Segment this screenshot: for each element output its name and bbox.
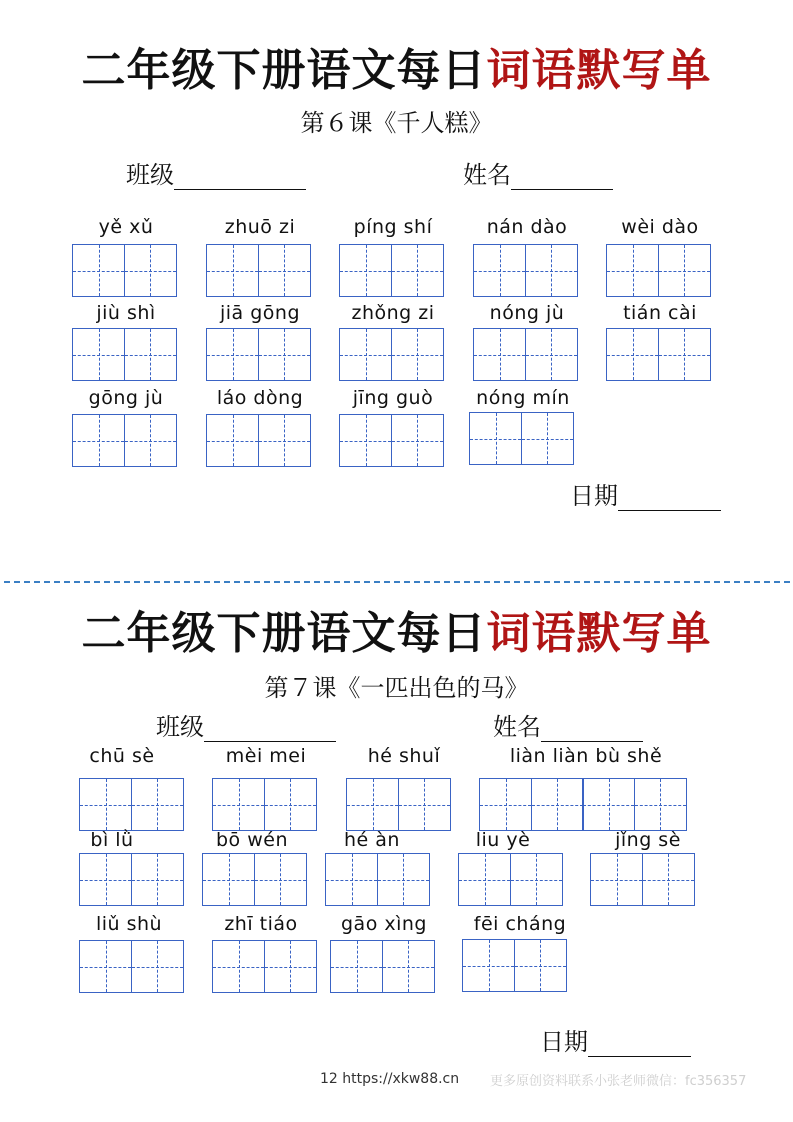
sheet2-word-6-pinyin: bō wén [216,829,288,851]
writing-cell[interactable] [479,778,532,831]
date-label: 日期 [540,1028,588,1056]
class-blank-line [204,719,336,742]
writing-cell[interactable] [264,940,317,993]
sheet2-word-4-grid[interactable] [479,778,687,831]
sheet1-word-6-grid[interactable] [72,328,177,381]
sheet1-word-9-grid[interactable] [473,328,578,381]
writing-cell[interactable] [377,853,430,906]
sheet1-word-4-pinyin: nán dào [486,216,568,238]
sheet2-word-12-grid[interactable] [330,940,435,993]
writing-cell[interactable] [606,328,659,381]
sheet2-word-11-pinyin: zhī tiáo [224,913,298,935]
writing-cell[interactable] [462,939,515,992]
writing-cell[interactable] [339,328,392,381]
sheet2-lesson-title: 第７课《一匹出色的马》 [264,674,529,702]
name-label: 姓名 [493,713,541,741]
sheet2-word-11-grid[interactable] [212,940,317,993]
sheet2-word-2-pinyin: mèi mei [225,745,307,767]
writing-cell[interactable] [124,328,177,381]
writing-cell[interactable] [590,853,643,906]
sheet1-word-5-grid[interactable] [606,244,711,297]
sheet2-word-2-grid[interactable] [212,778,317,831]
contact-watermark: 更多原创资料联系小张老师微信：fc356357 [490,1074,747,1089]
writing-cell[interactable] [469,412,522,465]
sheet1-word-13-grid[interactable] [339,414,444,467]
sheet2-title [0,597,793,661]
sheet1-word-14-pinyin: nóng mín [476,387,570,409]
writing-cell[interactable] [206,328,259,381]
sheet1-class-field[interactable] [126,155,306,190]
writing-cell[interactable] [346,778,399,831]
writing-cell[interactable] [206,414,259,467]
writing-cell[interactable] [634,778,687,831]
writing-cell[interactable] [258,244,311,297]
writing-cell[interactable] [72,244,125,297]
sheet2-word-4-pinyin: liàn liàn bù shě [509,745,663,767]
sheet2-word-6-grid[interactable] [202,853,307,906]
cut-line-divider [4,581,790,583]
sheet2-word-12-pinyin: gāo xìng [341,913,427,935]
sheet1-word-8-grid[interactable] [339,328,444,381]
writing-cell[interactable] [72,328,125,381]
writing-cell[interactable] [258,414,311,467]
writing-cell[interactable] [510,853,563,906]
writing-cell[interactable] [339,414,392,467]
writing-cell[interactable] [330,940,383,993]
writing-cell[interactable] [525,244,578,297]
writing-cell[interactable] [525,328,578,381]
sheet2-word-9-pinyin: jǐng sè [615,829,681,851]
sheet1-word-1-grid[interactable] [72,244,177,297]
sheet2-word-1-grid[interactable] [79,778,184,831]
sheet1-word-10-pinyin: tián cài [623,302,697,324]
sheet2-title-highlight: 词语默写单 [486,608,712,659]
class-label: 班级 [156,713,204,741]
sheet1-word-13-pinyin: jīng guò [352,387,434,409]
date-label: 日期 [570,482,618,510]
sheet1-word-1-pinyin: yě xǔ [98,216,154,238]
writing-cell[interactable] [582,778,635,831]
sheet2-word-1-pinyin: chū sè [89,745,155,767]
writing-cell[interactable] [531,778,584,831]
writing-cell[interactable] [382,940,435,993]
sheet1-title-highlight: 词语默写单 [486,45,712,96]
writing-cell[interactable] [325,853,378,906]
sheet2-class-field[interactable] [156,707,336,742]
sheet2-word-8-grid[interactable] [458,853,563,906]
writing-cell[interactable] [473,244,526,297]
sheet2-word-13-grid[interactable] [462,939,567,992]
sheet2-word-3-pinyin: hé shuǐ [367,745,441,767]
writing-cell[interactable] [391,328,444,381]
writing-cell[interactable] [254,853,307,906]
writing-cell[interactable] [339,244,392,297]
sheet2-word-3-grid[interactable] [346,778,451,831]
sheet1-word-7-grid[interactable] [206,328,311,381]
sheet2-word-7-grid[interactable] [325,853,430,906]
writing-cell[interactable] [391,414,444,467]
writing-cell[interactable] [131,853,184,906]
sheet2-word-13-pinyin: fēi cháng [473,913,567,935]
sheet1-word-6-pinyin: jiù shì [96,302,156,324]
writing-cell[interactable] [514,939,567,992]
sheet2-word-10-pinyin: liǔ shù [95,913,163,935]
name-blank-line [511,167,613,190]
date-blank-line [588,1034,691,1057]
sheet1-word-4-grid[interactable] [473,244,578,297]
name-label: 姓名 [463,161,511,189]
sheet1-word-8-pinyin: zhǒng zi [351,302,435,324]
writing-cell[interactable] [124,244,177,297]
page-footer: 12 https://xkw88.cn [320,1071,460,1087]
writing-cell[interactable] [398,778,451,831]
writing-cell[interactable] [131,940,184,993]
writing-cell[interactable] [72,414,125,467]
writing-cell[interactable] [79,853,132,906]
writing-cell[interactable] [258,328,311,381]
class-blank-line [174,167,306,190]
writing-cell[interactable] [521,412,574,465]
sheet1-word-9-pinyin: nóng jù [489,302,565,324]
sheet1-date-field[interactable] [570,476,721,511]
sheet2-word-10-grid[interactable] [79,940,184,993]
sheet1-word-11-grid[interactable] [72,414,177,467]
sheet1-word-14-grid[interactable] [469,412,574,465]
sheet1-lesson-title: 第６课《千人糕》 [300,109,493,137]
writing-cell[interactable] [202,853,255,906]
sheet1-word-2-grid[interactable] [206,244,311,297]
sheet2-date-field[interactable] [540,1022,691,1057]
sheet2-word-5-grid[interactable] [79,853,184,906]
sheet1-word-3-grid[interactable] [339,244,444,297]
sheet1-word-7-pinyin: jiā gōng [219,302,301,324]
writing-cell[interactable] [79,940,132,993]
writing-cell[interactable] [658,244,711,297]
sheet1-word-12-grid[interactable] [206,414,311,467]
writing-cell[interactable] [658,328,711,381]
writing-cell[interactable] [264,778,317,831]
writing-cell[interactable] [131,778,184,831]
sheet2-title-main: 二年级下册语文每日 [81,608,487,659]
sheet2-word-9-grid[interactable] [590,853,695,906]
sheet1-word-3-pinyin: píng shí [353,216,433,238]
sheet1-word-10-grid[interactable] [606,328,711,381]
writing-cell[interactable] [212,778,265,831]
writing-cell[interactable] [212,940,265,993]
sheet2-word-7-pinyin: hé àn [344,829,400,851]
date-blank-line [618,488,721,511]
sheet2-word-8-pinyin: liu yè [475,829,531,851]
writing-cell[interactable] [606,244,659,297]
sheet1-word-11-pinyin: gōng jù [88,387,164,409]
name-blank-line [541,719,643,742]
sheet2-name-field[interactable] [493,707,643,742]
writing-cell[interactable] [642,853,695,906]
writing-cell[interactable] [206,244,259,297]
sheet1-title-main: 二年级下册语文每日 [81,45,487,96]
writing-cell[interactable] [473,328,526,381]
sheet1-word-5-pinyin: wèi dào [621,216,699,238]
sheet1-word-12-pinyin: láo dòng [216,387,304,409]
writing-cell[interactable] [391,244,444,297]
writing-cell[interactable] [79,778,132,831]
sheet1-name-field[interactable] [463,155,613,190]
writing-cell[interactable] [458,853,511,906]
sheet1-word-2-pinyin: zhuō zi [224,216,296,238]
sheet1-title [0,34,793,98]
writing-cell[interactable] [124,414,177,467]
sheet2-word-5-pinyin: bì lǜ [90,829,134,851]
class-label: 班级 [126,161,174,189]
